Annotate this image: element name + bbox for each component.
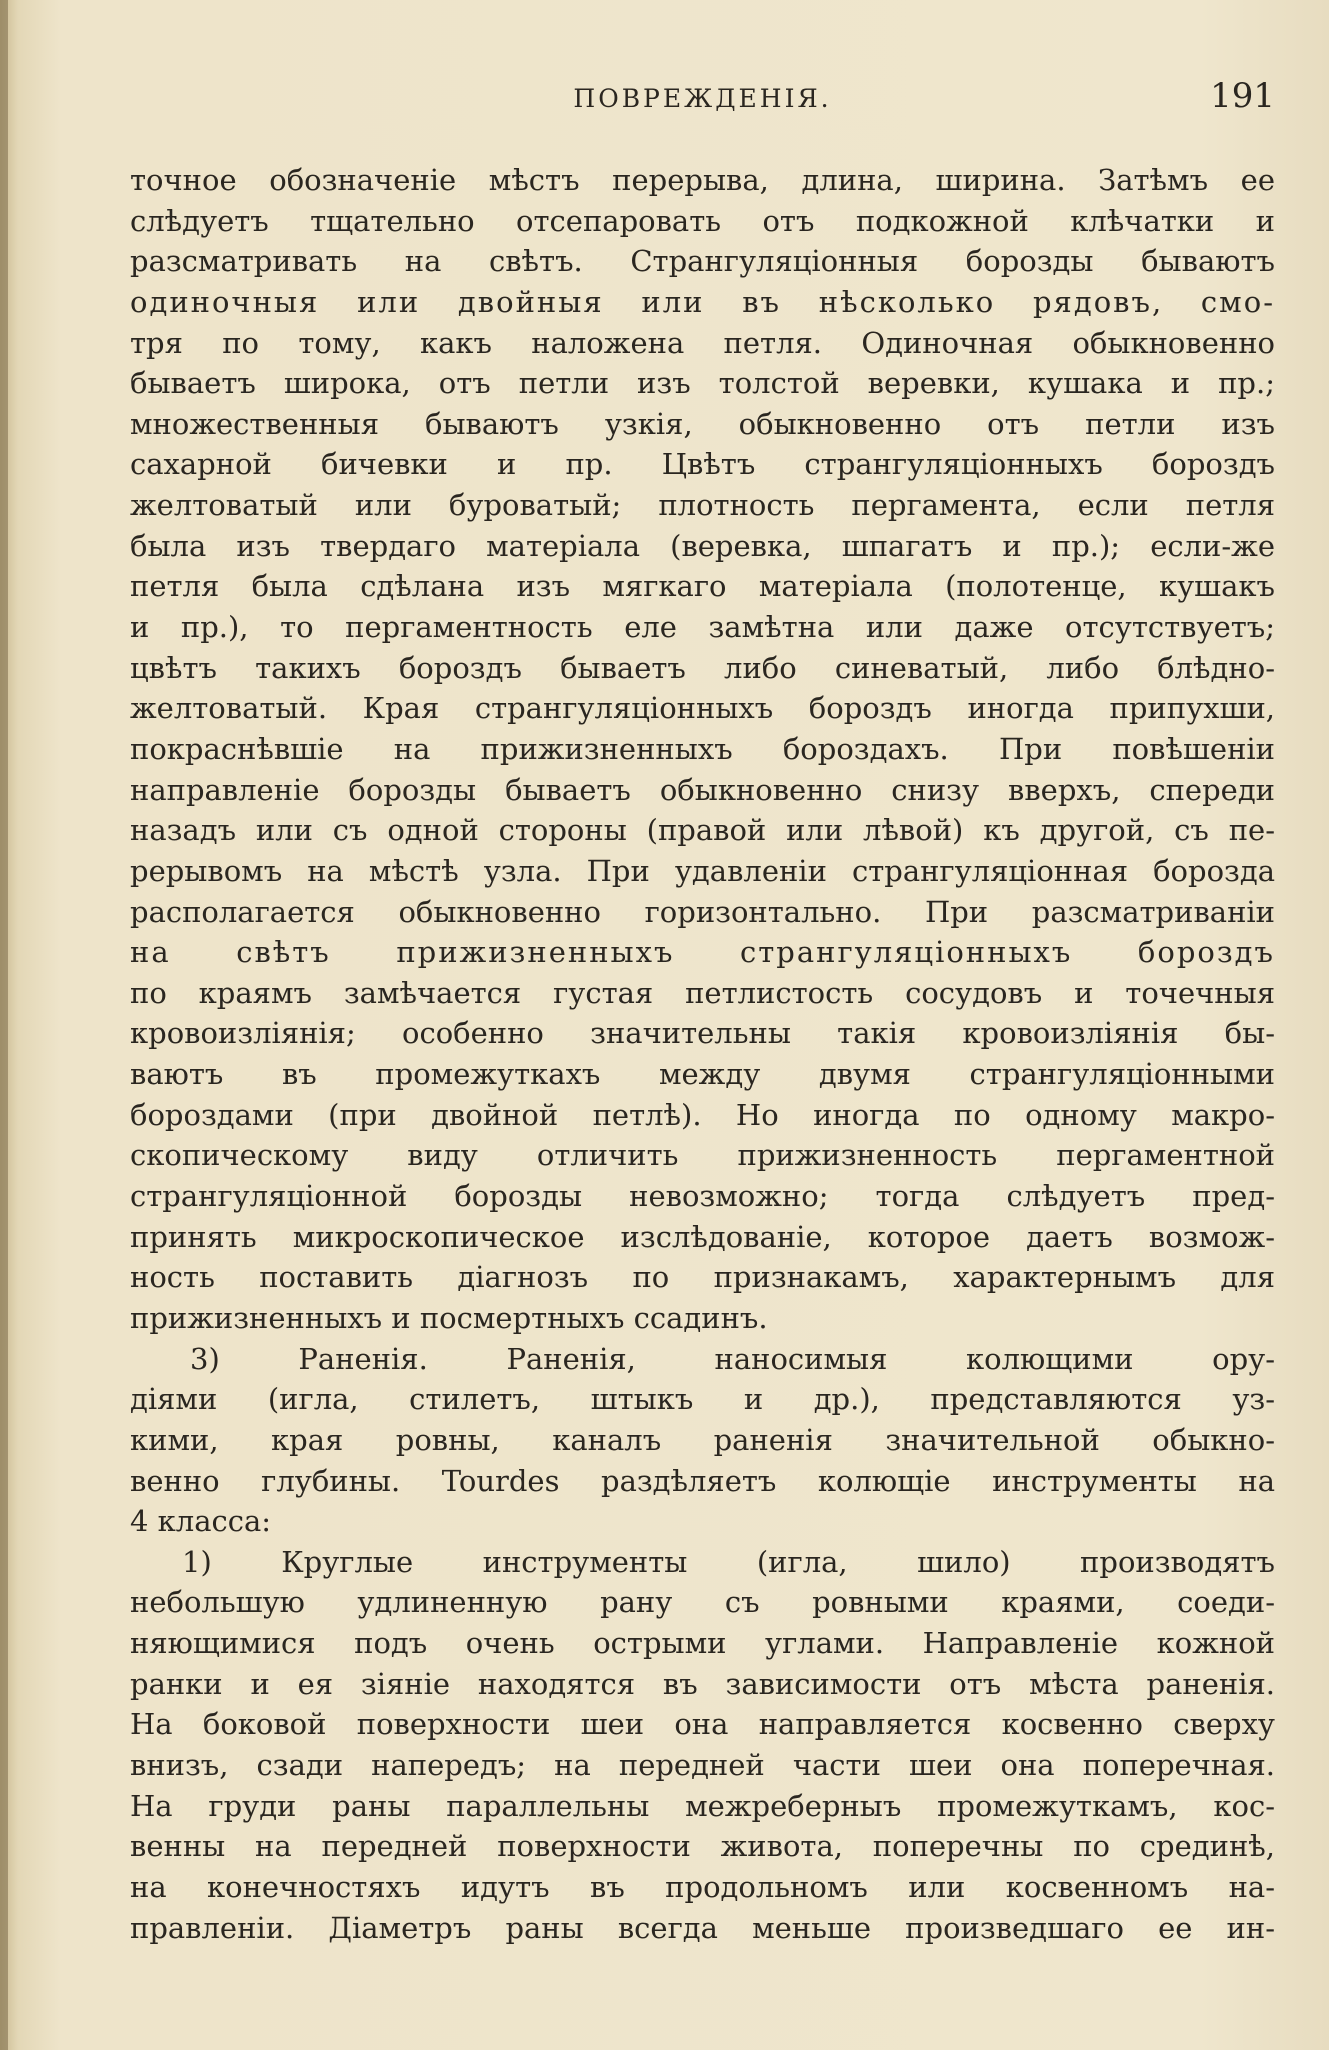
text-line: правленіи. Діаметръ раны всегда меньше произведшаго ее ин- (130, 1910, 1275, 1945)
text-line: сахарной бичевки и пр. Цвѣтъ странгуляціонныхъ бороздъ (130, 447, 1275, 482)
text-line: прижизненныхъ и посмертныхъ ссадинъ. (130, 1300, 768, 1335)
text-line: слѣдуетъ тщательно отсепаровать отъ подкожной клѣчатки и (130, 203, 1275, 238)
text-line: направленіе борозды бываетъ обыкновенно снизу вверхъ, спереди (130, 772, 1275, 807)
text-line: странгуляціонной борозды невозможно; тогда слѣдуетъ пред- (130, 1179, 1275, 1214)
text-line: на свѣтъ прижизненныхъ странгуляціонныхъ бороздъ (130, 935, 1275, 970)
text-line: ранки и ея зіяніе находятся въ зависимости отъ мѣста раненія. (130, 1666, 1275, 1701)
text-line: На боковой поверхности шеи она направляется косвенно сверху (130, 1707, 1275, 1742)
text-line: покраснѣвшіе на прижизненныхъ бороздахъ. При повѣшеніи (130, 731, 1275, 766)
text-line: ность поставить діагнозъ по признакамъ, характернымъ для (130, 1260, 1275, 1295)
text-line: и пр.), то пергаментность еле замѣтна или даже отсутствуетъ; (130, 610, 1275, 645)
text-line: На груди раны параллельны межреберныъ промежуткамъ, кос- (130, 1788, 1275, 1823)
text-line: 3) Раненія. Раненія, наносимыя колющими ору- (190, 1341, 1275, 1376)
text-line: тря по тому, какъ наложена петля. Одиночная обыкновенно (130, 325, 1275, 360)
text-line: точное обозначеніе мѣстъ перерыва, длина, ширина. Затѣмъ ее (130, 163, 1275, 197)
text-line: венны на передней поверхности живота, поперечны по срединѣ, (130, 1829, 1275, 1864)
text-line: назадъ или съ одной стороны (правой или лѣвой) къ другой, съ пе- (130, 813, 1275, 848)
text-line: 4 класса: (130, 1504, 272, 1539)
text-line: кими, края ровны, каналъ раненія значительной обыкно- (130, 1422, 1275, 1457)
text-line: по краямъ замѣчается густая петлистость сосудовъ и точечныя (130, 975, 1275, 1010)
text-line: венно глубины. Tourdes раздѣляетъ колющіе инструменты на (130, 1463, 1275, 1498)
text-line: скопическому виду отличить прижизненность пергаментной (130, 1138, 1275, 1173)
page-header (130, 74, 1275, 124)
text-line: внизъ, сзади напередъ; на передней части шеи она поперечная. (130, 1747, 1275, 1782)
text-line: принять микроскопическое изслѣдованіе, которое даетъ возмож- (130, 1219, 1275, 1254)
text-line: была изъ твердаго матеріала (веревка, шпагатъ и пр.); если-же (130, 528, 1275, 563)
text-line: желтоватый или буроватый; плотность пергамента, если петля (130, 488, 1275, 523)
text-line: цвѣтъ такихъ бороздъ бываетъ либо синеватый, либо блѣдно- (130, 650, 1275, 685)
text-line: петля была сдѣлана изъ мягкаго матеріала (полотенце, кушакъ (130, 569, 1275, 604)
text-line: располагается обыкновенно горизонтально. При разсматриваніи (130, 894, 1275, 929)
text-line: разсматривать на свѣтъ. Странгуляціонныя борозды бываютъ (130, 244, 1275, 279)
text-line: множественныя бываютъ узкія, обыкновенно отъ петли изъ (130, 406, 1275, 441)
text-line: бываетъ широка, отъ петли изъ толстой веревки, кушака и пр.; (130, 366, 1275, 401)
page-binding-edge (0, 0, 8, 2050)
text-line: небольшую удлиненную рану съ ровными краями, соеди- (130, 1585, 1275, 1620)
text-line: кровоизліянія; особенно значительны такія кровоизліянія бы- (130, 1016, 1275, 1051)
text-line: одиночныя или двойныя или въ нѣсколько рядовъ, смо- (130, 284, 1275, 319)
text-line: желтоватый. Края странгуляціонныхъ бороздъ иногда припухши, (130, 691, 1275, 726)
running-head: ПОВРЕЖДЕНІЯ. (573, 84, 832, 113)
text-line: ваютъ въ промежуткахъ между двумя странгуляціонными (130, 1057, 1275, 1092)
text-line: діями (игла, стилетъ, штыкъ и др.), представляются уз- (130, 1382, 1275, 1417)
page-number: 191 (1210, 76, 1275, 116)
text-line: рерывомъ на мѣстѣ узла. При удавленіи странгуляціонная борозда (130, 853, 1275, 888)
text-line: на конечностяхъ идутъ въ продольномъ или косвенномъ на- (130, 1869, 1275, 1904)
text-line: няющимися подъ очень острыми углами. Направленіе кожной (130, 1626, 1275, 1661)
text-line: 1) Круглые инструменты (игла, шило) производятъ (182, 1544, 1275, 1579)
body-text (130, 160, 1275, 1948)
text-line: бороздами (при двойной петлѣ). Но иногда по одному макро- (130, 1097, 1275, 1132)
